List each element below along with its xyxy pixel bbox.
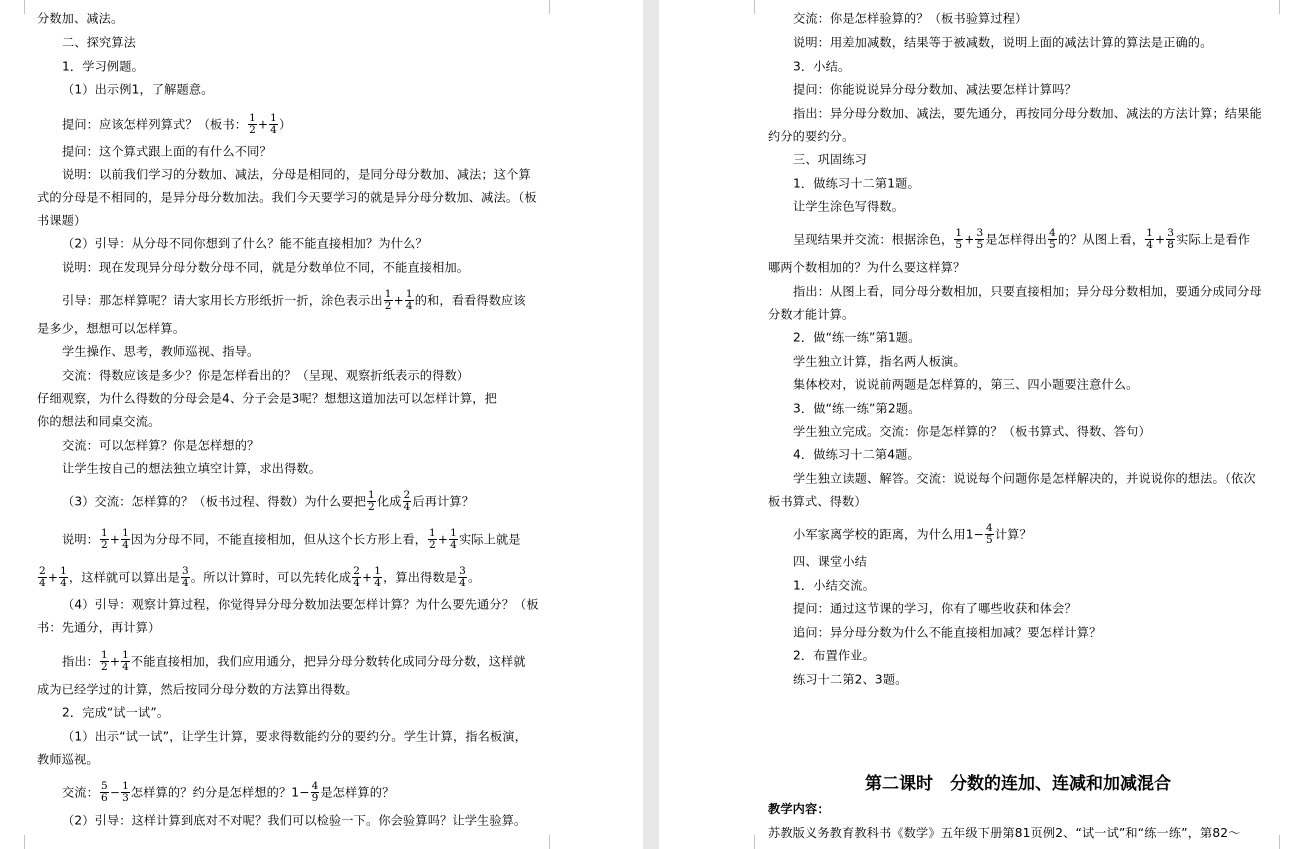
text-line (793, 577, 1268, 594)
text-line (62, 235, 537, 252)
text-line (768, 259, 1268, 276)
fraction-denominator: 4 (459, 577, 466, 589)
text-line (768, 128, 1268, 145)
fraction-numerator: 3 (976, 227, 984, 239)
text-line (37, 189, 537, 206)
text-line (62, 34, 537, 51)
fraction-denominator: 2 (384, 300, 392, 312)
fraction (403, 490, 412, 513)
text-run: 2．布置作业。 (793, 648, 875, 663)
fraction (121, 781, 130, 804)
fraction (269, 113, 278, 136)
text-line (62, 58, 537, 75)
text-run: 是怎样得出 (985, 232, 1047, 247)
text-run: 二、探究算法 (62, 35, 137, 50)
text-run: 是怎样算的？ (320, 785, 395, 800)
fraction-numerator: 1 (955, 227, 963, 239)
fraction (985, 523, 994, 546)
text-line (37, 566, 537, 589)
text-line (793, 523, 1268, 546)
text-run: 。所以计算时，可以先转化成 (190, 570, 352, 585)
fraction-denominator: 4 (1146, 239, 1154, 251)
text-line (793, 151, 1268, 168)
text-line (62, 166, 537, 183)
text-run: 怎样算的？约分是怎样想的？1− (130, 785, 310, 800)
content-heading: 教学内容： (768, 802, 830, 816)
text-run: 分数才能计算。 (768, 307, 855, 322)
fraction-denominator: 4 (122, 661, 129, 673)
fraction-denominator: 4 (181, 577, 189, 589)
text-run: 的和，看看得数应该 (414, 293, 526, 308)
text-run: 书：先通分，再计算） (37, 620, 161, 635)
text-run: 让学生按自己的想法独立填空计算，求出得数。 (62, 461, 322, 476)
fraction-denominator: 4 (60, 577, 67, 589)
text-run: 提问：这个算式跟上面的有什么不同？ (62, 144, 272, 159)
text-line (793, 671, 1268, 688)
lesson-title: 第二课时 分数的连加、连减和加减混合 (865, 774, 1171, 794)
text-line (793, 353, 1268, 370)
fraction-numerator: 2 (353, 565, 361, 577)
text-run: 因为分母不同，不能直接相加，但从这个长方形上看， (130, 532, 428, 547)
text-line (62, 490, 537, 513)
text-run: 集体校对，说说前两题是怎样算的，第三、四小题要注意什么。 (793, 377, 1139, 392)
text-line (62, 343, 537, 360)
fraction-denominator: 4 (403, 501, 411, 513)
fraction (100, 781, 109, 804)
fraction-numerator: 3 (1167, 227, 1175, 239)
fraction (405, 289, 414, 312)
text-run: 交流：得数应该是多少？你是怎样看出的？（呈现、观察折纸表示的得数） (62, 368, 470, 383)
fraction (121, 528, 130, 551)
fraction (367, 490, 376, 513)
text-line (37, 320, 537, 337)
text-run: 学生独立计算，指名两人板演。 (793, 354, 966, 369)
fraction (38, 566, 47, 589)
fraction (181, 566, 190, 589)
text-line (37, 619, 537, 636)
fraction (975, 228, 984, 251)
text-run: 4．做练习十二第4题。 (793, 447, 920, 462)
text-run: 实际上是看作 (1176, 232, 1251, 247)
text-run: 提问：应该怎样列算式？（板书： (62, 117, 248, 132)
text-run: 后再计算？ (412, 494, 475, 509)
text-run: 说明：现在发现异分母分数分母不同，就是分数单位不同，不能直接相加。 (62, 260, 470, 275)
math-operator: + (964, 232, 975, 247)
text-run: 交流： (62, 785, 100, 800)
text-run: 化成 (376, 494, 402, 509)
fraction-numerator: 4 (986, 522, 993, 534)
fraction-numerator: 1 (122, 649, 129, 661)
text-line (793, 34, 1268, 51)
text-run: 约分的要约分。 (768, 129, 855, 144)
text-run: 实际上就是 (458, 532, 521, 547)
text-run: 成为已经学过的计算，然后按同分母分数的方法算出得数。 (37, 682, 358, 697)
text-line (793, 600, 1268, 617)
fraction (458, 566, 467, 589)
fraction (248, 113, 257, 136)
text-line (62, 367, 537, 384)
text-line (37, 390, 537, 407)
text-run: （4）引导：观察计算过程，你觉得异分母分数加法要怎样计算？为什么要先通分？（板 (62, 597, 539, 612)
fraction-denominator: 4 (353, 577, 361, 589)
math-operator: + (109, 654, 121, 669)
corner-mark (754, 0, 769, 14)
text-run: ） (278, 117, 292, 132)
text-run: ，算出得数是 (383, 570, 458, 585)
text-run: （2）引导：从分母不同你想到了什么？能不能直接相加？为什么？ (62, 236, 428, 251)
math-operator: + (393, 293, 404, 308)
fraction-denominator: 4 (39, 577, 46, 589)
fraction-denominator: 2 (249, 124, 256, 136)
text-run: 计算？ (994, 527, 1032, 542)
fraction-denominator: 8 (1167, 239, 1175, 251)
text-run: （2）引导：这样计算到底对不对呢？我们可以检验一下。你会验算吗？让学生验算。 (62, 813, 527, 828)
text-run: 2．做“练一练”第1题。 (793, 330, 921, 345)
fraction-denominator: 3 (122, 792, 129, 804)
math-operator: + (109, 532, 121, 547)
fraction-denominator: 5 (955, 239, 963, 251)
text-run: 是多少，想想可以怎样算。 (37, 321, 186, 336)
text-line (37, 751, 537, 768)
text-line (793, 553, 1268, 570)
fraction (428, 528, 437, 551)
text-run: （3）交流：怎样算的？（板书过程、得数）为什么要把 (62, 494, 367, 509)
fraction-numerator: 1 (405, 288, 413, 300)
fraction (373, 566, 382, 589)
text-run: 教师巡视。 (37, 752, 99, 767)
text-line (793, 446, 1268, 463)
text-line (793, 175, 1268, 192)
text-line (37, 212, 537, 229)
text-run: ，这样就可以算出是 (68, 570, 180, 585)
document-page-left (0, 0, 643, 849)
text-run: 说明：以前我们学习的分数加、减法，分母是相同的，是同分母分数加、减法；这个算 (62, 167, 531, 182)
content-text: 苏教版义务教育教科书《数学》五年级下册第81页例2、“试一试”和“练一练”，第82～ (768, 826, 1241, 840)
fraction-numerator: 1 (270, 112, 277, 124)
fraction-numerator: 5 (101, 780, 108, 792)
math-operator: + (1155, 232, 1166, 247)
text-line (37, 681, 537, 698)
fraction (100, 528, 109, 551)
corner-mark (535, 835, 550, 849)
text-line (62, 650, 537, 673)
document-page-right (659, 0, 1300, 849)
text-run: 追问：异分母分数为什么不能直接相加减？要怎样计算？ (793, 625, 1102, 640)
fraction-numerator: 1 (368, 489, 375, 501)
text-run: 学生操作、思考，教师巡视、指导。 (62, 344, 260, 359)
fraction (121, 650, 130, 673)
text-run: 说明：用差加减数，结果等于被减数，说明上面的减法计算的算法是正确的。 (793, 35, 1213, 50)
fraction-denominator: 4 (405, 300, 413, 312)
fraction-denominator: 6 (101, 792, 108, 804)
text-run: 练习十二第2、3题。 (793, 672, 908, 687)
text-run: 1．小结交流。 (793, 578, 875, 593)
text-line (793, 470, 1268, 487)
text-line (793, 10, 1268, 27)
text-run: （1）出示“试一试”，让学生计算，要求得数能约分的要约分。学生计算，指名板演， (62, 729, 527, 744)
fraction-denominator: 5 (976, 239, 984, 251)
text-line (37, 413, 537, 430)
text-run: 指出：异分母分数加、减法，要先通分，再按同分母分数加、减法的方法计算；结果能 (793, 106, 1262, 121)
text-run: 3．小结。 (793, 59, 851, 74)
text-line (62, 528, 537, 551)
text-line (793, 198, 1268, 215)
text-line (768, 306, 1268, 323)
fraction (352, 566, 361, 589)
text-line (62, 113, 537, 136)
fraction (1145, 228, 1154, 251)
text-run: 指出：从图上看，同分母分数相加，只要直接相加；异分母分数相加，要通分成同分母 (793, 284, 1262, 299)
text-run: 小军家离学校的距离，为什么用1− (793, 527, 984, 542)
corner-mark (535, 0, 550, 14)
fraction (384, 289, 393, 312)
fraction-denominator: 2 (429, 539, 436, 551)
text-run: 不能直接相加，我们应用通分，把异分母分数转化成同分母分数，这样就 (130, 654, 526, 669)
text-run: （1）出示例1，了解题意。 (62, 82, 214, 97)
math-operator: − (109, 785, 121, 800)
fraction-denominator: 2 (101, 661, 108, 673)
fraction-denominator: 2 (101, 539, 108, 551)
text-run: 提问：通过这节课的学习，你有了哪些收获和体会？ (793, 601, 1077, 616)
fraction-numerator: 1 (122, 527, 129, 539)
fraction-denominator: 4 (270, 124, 277, 136)
text-line (62, 728, 537, 745)
text-run: 交流：可以怎样算？你是怎样想的？ (62, 438, 260, 453)
text-run: 分数加、减法。 (37, 11, 124, 26)
text-run: 提问：你能说说异分母分数加、减法要怎样计算吗？ (793, 82, 1077, 97)
fraction-denominator: 4 (374, 577, 382, 589)
text-run: 让学生涂色写得数。 (793, 199, 905, 214)
fraction-numerator: 2 (39, 565, 46, 577)
text-run: 你的想法和同桌交流。 (37, 414, 161, 429)
text-line (793, 228, 1268, 251)
text-run: 四、课堂小结 (793, 554, 868, 569)
fraction (59, 566, 68, 589)
text-line (62, 460, 537, 477)
fraction-denominator: 9 (311, 792, 319, 804)
fraction-numerator: 1 (101, 527, 108, 539)
text-line (793, 400, 1268, 417)
text-line (62, 812, 537, 829)
fraction (1166, 228, 1175, 251)
text-run: 学生独立完成。交流：你是怎样算的？（板书算式、得数、答句） (793, 424, 1151, 439)
text-line (793, 647, 1268, 664)
fraction (449, 528, 458, 551)
text-line (793, 376, 1268, 393)
text-run: 学生独立读题、解答。交流：说说每个问题你是怎样解决的，并说说你的想法。（依次 (793, 471, 1256, 486)
text-line (793, 283, 1268, 300)
text-line (793, 624, 1268, 641)
text-line (768, 493, 1268, 510)
math-operator: + (362, 570, 373, 585)
text-line (793, 105, 1268, 122)
fraction-numerator: 1 (101, 649, 108, 661)
text-run: 书课题） (37, 213, 87, 228)
text-line (793, 423, 1268, 440)
text-run: 仔细观察，为什么得数的分母会是4、分子会是3呢？想想这道加法可以怎样计算，把 (37, 391, 497, 406)
text-run: 1．学习例题。 (62, 59, 144, 74)
fraction (311, 781, 320, 804)
text-run: 三、巩固练习 (793, 152, 868, 167)
fraction-numerator: 1 (384, 288, 392, 300)
text-run: 板书算式、得数） (768, 494, 867, 509)
fraction-denominator: 4 (122, 539, 129, 551)
fraction (954, 228, 963, 251)
text-line (62, 81, 537, 98)
text-run: 引导：那怎样算呢？请大家用长方形纸折一折，涂色表示出 (62, 293, 383, 308)
text-run: 的？从图上看， (1057, 232, 1145, 247)
text-line (62, 437, 537, 454)
text-line (62, 596, 537, 613)
text-run: 2．完成“试一试”。 (62, 705, 170, 720)
fraction-denominator: 5 (986, 534, 993, 546)
fraction-numerator: 1 (429, 527, 436, 539)
text-run: 交流：你是怎样验算的？（板书验算过程） (793, 11, 1028, 26)
text-line (793, 81, 1268, 98)
fraction-denominator: 2 (368, 501, 375, 513)
text-run: 呈现结果并交流：根据涂色， (793, 232, 954, 247)
fraction-numerator: 1 (1146, 227, 1154, 239)
text-run: 指出： (62, 654, 100, 669)
fraction-numerator: 1 (60, 565, 67, 577)
text-line (62, 781, 537, 804)
fraction-numerator: 1 (122, 780, 129, 792)
text-run: 1．做练习十二第1题。 (793, 176, 920, 191)
math-operator: + (257, 117, 269, 132)
text-line (62, 143, 537, 160)
fraction-numerator: 1 (450, 527, 457, 539)
text-line (62, 704, 537, 721)
fraction-denominator: 4 (450, 539, 457, 551)
corner-mark (754, 835, 769, 849)
corner-mark (24, 835, 39, 849)
text-line (793, 58, 1268, 75)
text-run: 说明： (62, 532, 100, 547)
text-line (37, 10, 537, 27)
math-operator: + (437, 532, 449, 547)
fraction-numerator: 1 (374, 565, 382, 577)
fraction-numerator: 4 (311, 780, 319, 792)
text-run: 。 (467, 570, 481, 585)
fraction-numerator: 4 (1048, 227, 1056, 239)
text-run: 3．做“练一练”第2题。 (793, 401, 921, 416)
fraction-numerator: 1 (249, 112, 256, 124)
fraction-numerator: 2 (403, 489, 411, 501)
text-line (793, 329, 1268, 346)
fraction-numerator: 3 (181, 565, 189, 577)
text-line (62, 259, 537, 276)
text-run: 哪两个数相加的？为什么要这样算？ (768, 260, 966, 275)
text-run: 式的分母是不相同的，是异分母分数加法。我们今天要学习的就是异分母分数加、减法。（板 (37, 190, 537, 205)
text-line (62, 289, 537, 312)
fraction (1048, 228, 1057, 251)
math-operator: + (47, 570, 59, 585)
fraction (100, 650, 109, 673)
fraction-numerator: 3 (459, 565, 466, 577)
fraction-denominator: 5 (1048, 239, 1056, 251)
